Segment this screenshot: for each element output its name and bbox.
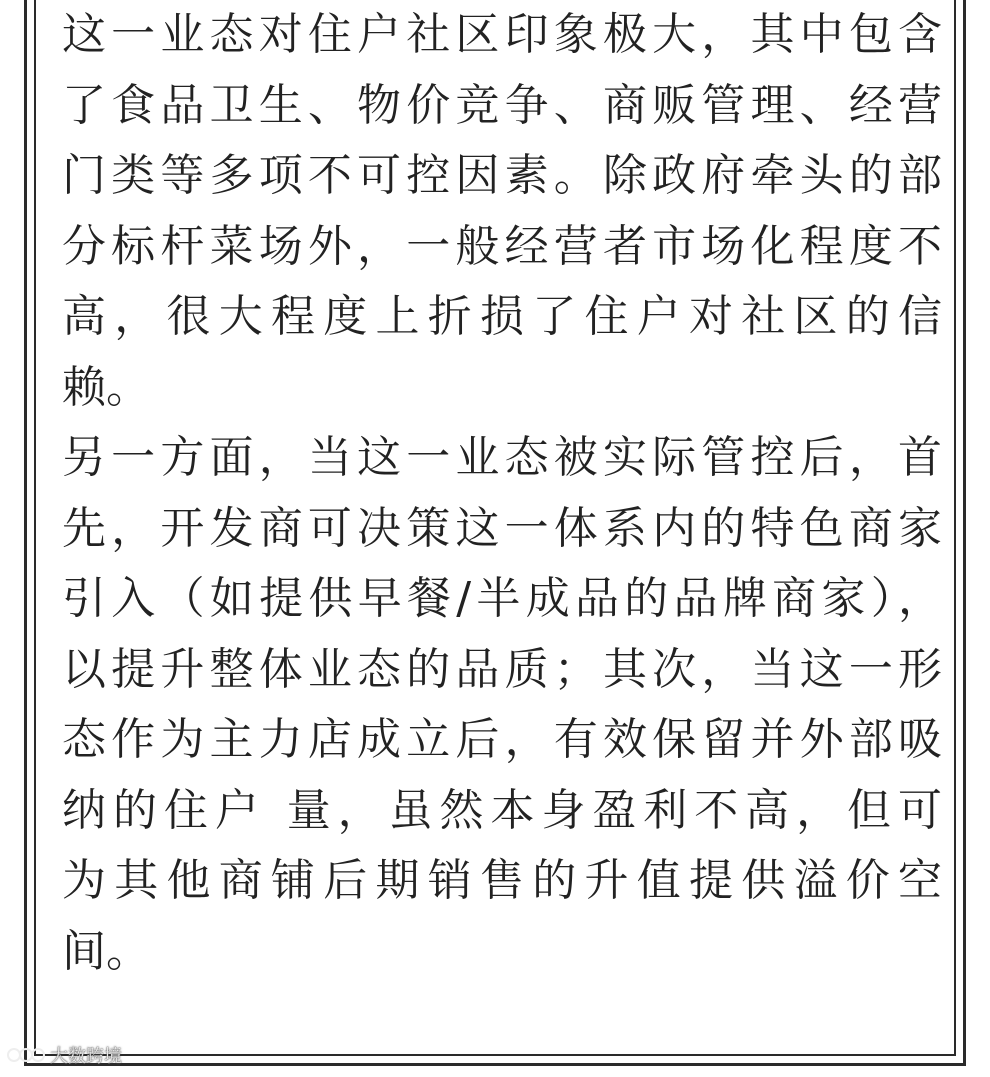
text-line: 引入（如提供早餐/半成品的品牌商家）， xyxy=(62,573,942,624)
text-line: 门类等多项不可控因素。除政府牵头的部 xyxy=(62,150,942,201)
brand-logo-icon xyxy=(6,1045,46,1065)
text-line: 赖。 xyxy=(62,361,150,413)
text-line: 另一方面，当这一业态被实际管控后，首 xyxy=(62,432,942,483)
text-line: 这一业态对住户社区印象极大，其中包含 xyxy=(62,9,942,60)
text-line: 间。 xyxy=(62,925,150,977)
text-line: 以提升整体业态的品质；其次，当这一形 xyxy=(62,643,942,695)
text-line: 高，很大程度上折损了住户对社区的信 xyxy=(62,291,942,342)
text-line: 先，开发商可决策这一体系内的特色商家 xyxy=(62,502,942,554)
text-line: 为其他商铺后期销售的升值提供溢价空 xyxy=(62,855,942,906)
watermark-text: 大数跨境 xyxy=(50,1046,122,1067)
text-line: 了食品卫生、物价竞争、商贩管理、经营 xyxy=(62,79,942,131)
watermark xyxy=(6,1040,122,1070)
text-line: 分标杆菜场外，一般经营者市场化程度不 xyxy=(62,220,942,272)
article-body xyxy=(62,0,942,987)
text-line: 纳的住户 量，虽然本身盈利不高，但可 xyxy=(62,784,942,836)
text-line: 态作为主力店成立后，有效保留并外部吸 xyxy=(62,714,942,765)
